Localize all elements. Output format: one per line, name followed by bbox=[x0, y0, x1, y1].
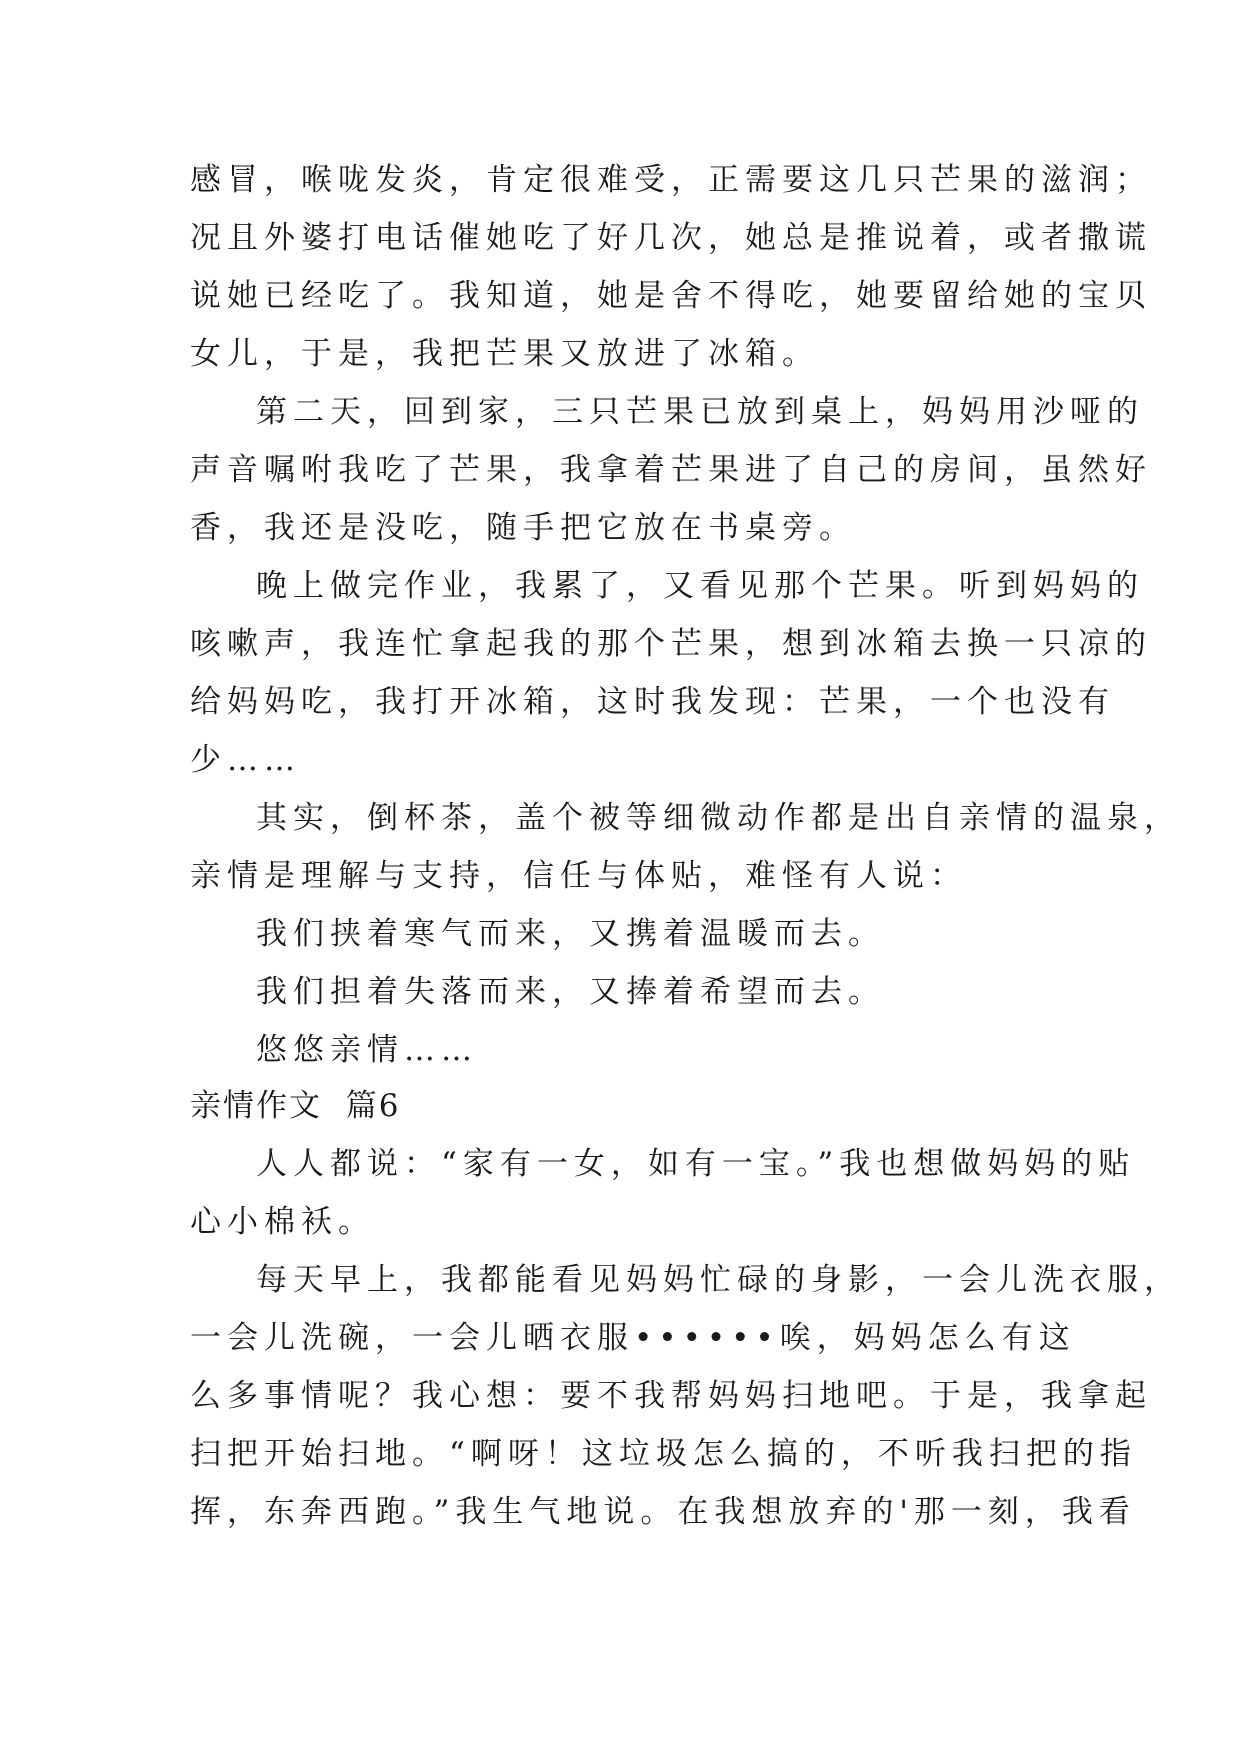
paragraph-line: 人人都说：“家有一女，如有一宝。”我也想做妈妈的贴 bbox=[256, 1146, 1136, 1182]
paragraph-line: 少…… bbox=[190, 742, 301, 778]
paragraph-line: 第二天，回到家，三只芒果已放到桌上，妈妈用沙哑的 bbox=[256, 394, 1144, 430]
paragraph-line: 我们担着失落而来，又捧着希望而去。 bbox=[256, 974, 885, 1010]
paragraph-line: 亲情是理解与支持，信任与体贴，难怪有人说： bbox=[190, 858, 967, 894]
paragraph-line: 么多事情呢？我心想：要不我帮妈妈扫地吧。于是，我拿起 bbox=[190, 1378, 1152, 1414]
paragraph-line: 香，我还是没吃，随手把它放在书桌旁。 bbox=[190, 510, 856, 546]
paragraph-line: 给妈妈吃，我打开冰箱，这时我发现：芒果，一个也没有 bbox=[190, 684, 1115, 720]
paragraph-line: 每天早上，我都能看见妈妈忙碌的身影，一会儿洗衣服， bbox=[256, 1262, 1181, 1298]
paragraph-line: 感冒，喉咙发炎，肯定很难受，正需要这几只芒果的滋润； bbox=[190, 162, 1152, 198]
paragraph-line: 其实，倒杯茶，盖个被等细微动作都是出自亲情的温泉， bbox=[256, 800, 1181, 836]
paragraph-line: 咳嗽声，我连忙拿起我的那个芒果，想到冰箱去换一只凉的 bbox=[190, 626, 1152, 662]
paragraph-line: 挥，东奔西跑。”我生气地说。在我想放弃的'那一刻，我看 bbox=[190, 1494, 1136, 1530]
paragraph-line: 晚上做完作业，我累了，又看见那个芒果。听到妈妈的 bbox=[256, 568, 1144, 604]
section-heading: 亲情作文 篇6 bbox=[190, 1088, 401, 1124]
paragraph-line: 说她已经吃了。我知道，她是舍不得吃，她要留给她的宝贝 bbox=[190, 278, 1152, 314]
paragraph-line: 悠悠亲情…… bbox=[256, 1032, 478, 1068]
paragraph-line: 况且外婆打电话催她吃了好几次，她总是推说着，或者撒谎 bbox=[190, 220, 1152, 256]
paragraph-line: 一会儿洗碗，一会儿晒衣服••••••唉，妈妈怎么有这 bbox=[190, 1320, 1076, 1356]
paragraph-line: 女儿，于是，我把芒果又放进了冰箱。 bbox=[190, 336, 819, 372]
paragraph-line: 我们挟着寒气而来，又携着温暖而去。 bbox=[256, 916, 885, 952]
paragraph-line: 心小棉袄。 bbox=[190, 1204, 375, 1240]
paragraph-line: 扫把开始扫地。“啊呀！这垃圾怎么搞的，不听我扫把的指 bbox=[190, 1436, 1137, 1472]
paragraph-line: 声音嘱咐我吃了芒果，我拿着芒果进了自己的房间，虽然好 bbox=[190, 452, 1152, 488]
